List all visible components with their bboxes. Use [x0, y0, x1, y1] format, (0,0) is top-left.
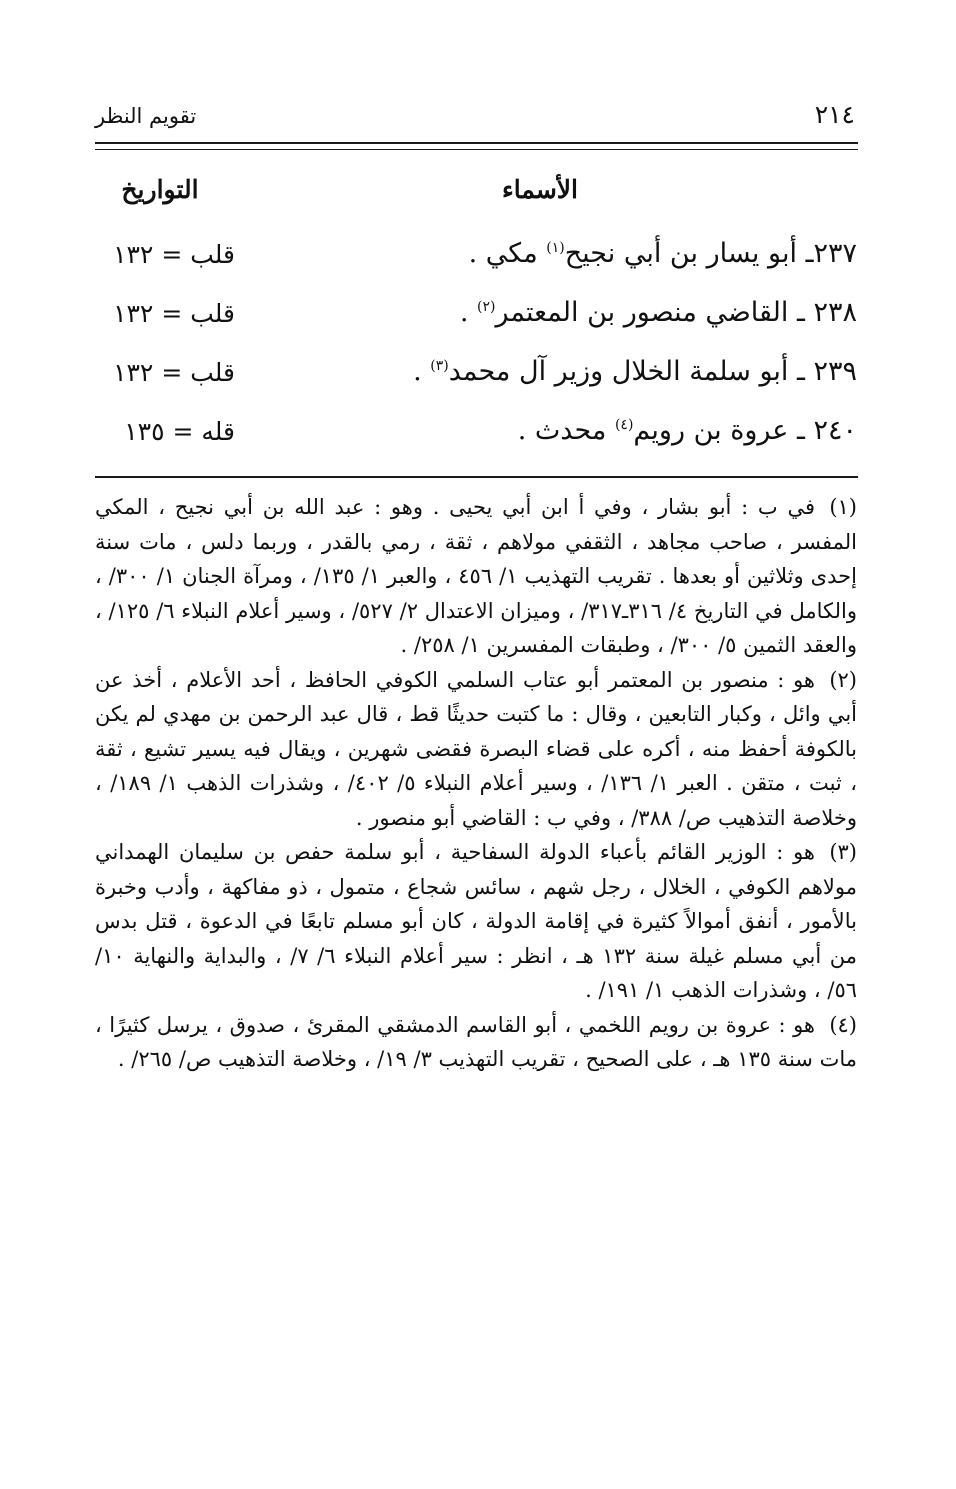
footnote-ref: (١) [546, 240, 565, 256]
header-rule-thin [95, 149, 858, 150]
footnote [95, 490, 857, 663]
running-header [95, 100, 855, 134]
page-number: ٢١٤ [814, 100, 855, 129]
footnote-ref: (٣) [430, 358, 449, 374]
entry-name: ٢٣٨ ـ القاضي منصور بن المعتمر$^{(٢)}$ . [459, 297, 857, 328]
dates-column-heading: التواريخ [121, 175, 199, 204]
footnote-text: هو : عروة بن رويم اللخمي ، أبو القاسم الدمشقي المقرئ ، صدوق ، يرسل كثيرًا ، مات سنة ١٣٥ هـ ، على الصحيح ، تقريب التهذيب ٣/ ١٩/ ، وخلاصة التذهيب ص/ ٢٦٥/ . [95, 1012, 857, 1071]
footnote-marker: (٢) [829, 667, 857, 692]
footnote-ref: (٢) [477, 299, 496, 315]
entry-row [95, 356, 857, 400]
entry-date: قلب = ١٣٢ [113, 240, 235, 269]
entry-date: قله = ١٣٥ [124, 417, 235, 446]
entry-name: ٢٣٩ ـ أبو سلمة الخلال وزير آل محمد$^{(٣)}$ . [413, 356, 857, 387]
names-column-heading: الأسماء [502, 175, 578, 204]
entry-name: ٢٣٧ـ أبو يسار بن أبي نجيح$^{(١)}$ مكي . [468, 238, 857, 269]
entry-date: قلب = ١٣٢ [113, 299, 235, 328]
book-title: تقويم النظر [95, 104, 197, 128]
footnote-separator [95, 476, 858, 478]
footnote-text: هو : منصور بن المعتمر أبو عتاب السلمي الكوفي الحافظ ، أحد الأعلام ، أخذ عن أبي وائل ، وكبار التابعين ، وقال : ما كتبت حديثًا قط ، قال عبد الرحمن بن مهدي لم يكن بالكوفة أحفظ منه ، أكره على قضاء البصرة فقضى شهرين ، ويقال فيه يسير تشيع ، ثقة ، ثبت ، متقن . العبر ١/ ١٣٦/ ، وسير أعلام النبلاء ٥/ ٤٠٢/ ، وشذرات الذهب ١/ ١٨٩/ ، وخلاصة التذهيب ص/ ٣٨٨/ ، وفي ب : القاضي أبو منصور . [95, 667, 857, 830]
entry-date: قلب = ١٣٢ [113, 358, 235, 387]
footnote [95, 663, 857, 836]
entry-row [95, 238, 857, 282]
footnote-marker: (٣) [829, 840, 857, 864]
header-rule-thick [95, 142, 858, 144]
footnotes-section [95, 490, 857, 1077]
footnote-text: في ب : أبو بشار ، وفي أ ابن أبي يحيى . وهو : عبد الله بن أبي نجيح ، المكي المفسر ، صاحب مجاهد ، الثقفي مولاهم ، ثقة ، رمي بالقدر ، وربما دلس ، مات سنة إحدى وثلاثين أو بعدها . تقريب التهذيب ١/ ٤٥٦ ، والعبر ١/ ١٣٥/ ، ومرآة الجنان ١/ ٣٠٠/ ، والكامل في التاريخ ٤/ ٣١٦ـ٣١٧/ ، وميزان الاعتدال ٢/ ٥٢٧/ ، وسير أعلام النبلاء ٦/ ١٢٥/ ، والعقد الثمين ٥/ ٣٠٠/ ، وطبقات المفسرين ١/ ٢٥٨/ . [95, 495, 857, 657]
entry-name: ٢٤٠ ـ عروة بن رويم$^{(٤)}$ محدث . [517, 415, 857, 446]
footnote [95, 835, 857, 1008]
entry-row [95, 415, 857, 459]
footnote-marker: (١) [829, 495, 857, 519]
footnote-marker: (٤) [829, 1012, 857, 1037]
footnote-text: هو : الوزير القائم بأعباء الدولة السفاحية ، أبو سلمة حفص بن سليمان الهمداني مولاهم الكوفي ، الخلال ، رجل شهم ، سائس شجاع ، متمول ، ذو مفاكهة ، وأدب وخبرة بالأمور ، أنفق أموالاً كثيرة في إقامة الدولة ، كان أبو مسلم تابعًا في الدعوة ، قتل بدس من أبي مسلم غيلة سنة ١٣٢ هـ ، انظر : سير أعلام النبلاء ٦/ ٧/ ، والبداية والنهاية ١٠/ ٥٦/ ، وشذرات الذهب ١/ ١٩١/ . [95, 840, 857, 1002]
entry-row [95, 297, 857, 341]
footnote-ref: (٤) [614, 417, 634, 433]
footnote [95, 1008, 857, 1077]
